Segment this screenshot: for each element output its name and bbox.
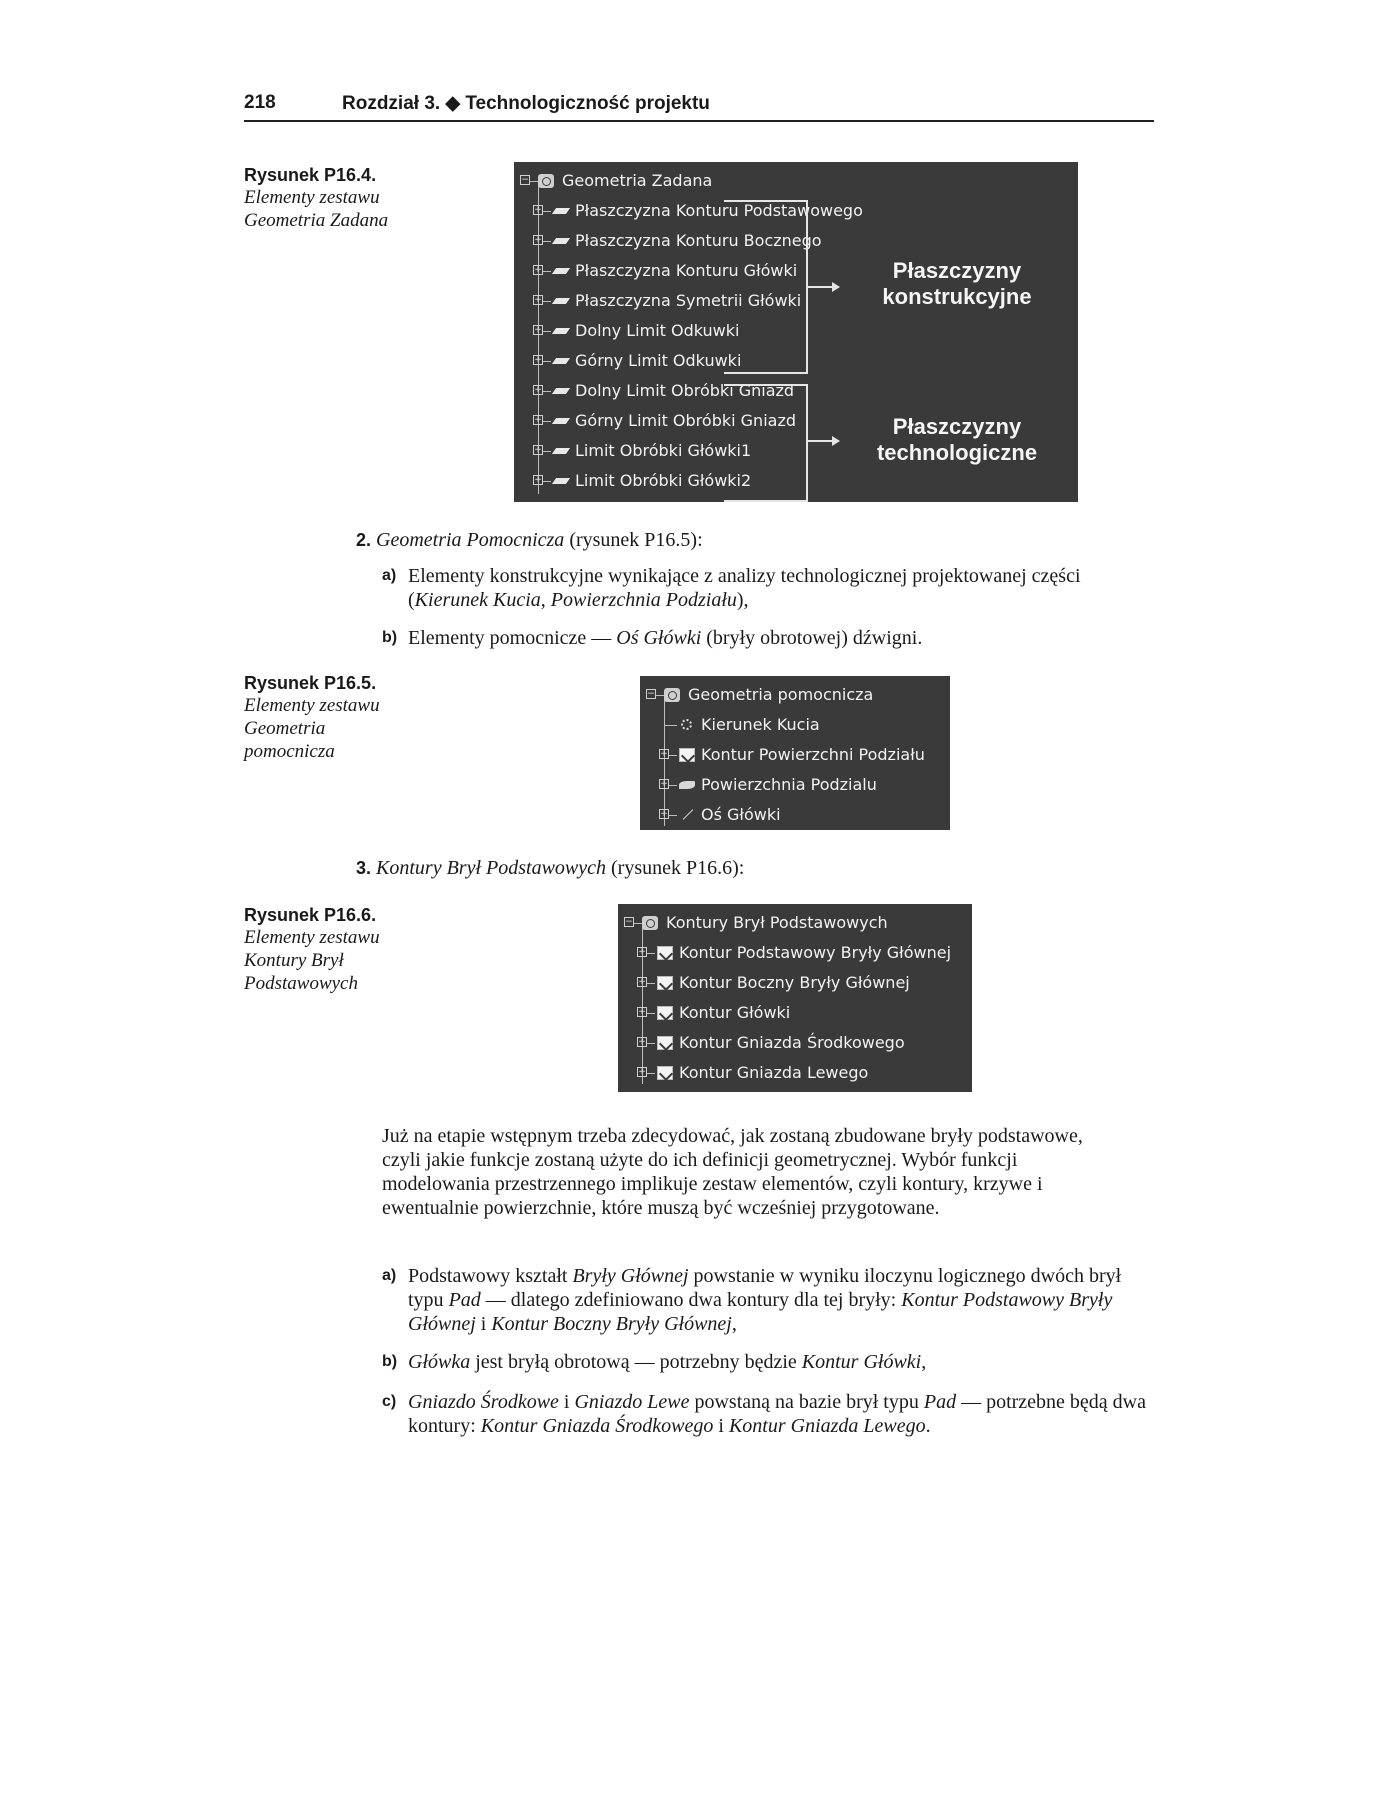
tree-item-label: Kontur Boczny Bryły Głównej bbox=[679, 973, 910, 992]
annotation-constructional-planes: Płaszczyzny konstrukcyjne bbox=[882, 258, 1032, 309]
annotation-technological-planes: Płaszczyzny technologiczne bbox=[876, 414, 1038, 465]
expand-icon[interactable]: + bbox=[534, 325, 542, 335]
tree-panel-geometria-pomocnicza bbox=[640, 676, 950, 830]
plane-icon bbox=[553, 234, 569, 248]
tree-item-label: Limit Obróbki Główki1 bbox=[575, 441, 752, 460]
geometric-set-icon bbox=[538, 174, 554, 188]
tree-item-label: Dolny Limit Odkuwki bbox=[575, 321, 740, 340]
tree-item-label: Płaszczyzna Symetrii Główki bbox=[575, 291, 802, 310]
bracket-technological bbox=[724, 384, 808, 502]
plane-icon bbox=[553, 294, 569, 308]
tree-item-label: Górny Limit Odkuwki bbox=[575, 351, 742, 370]
expand-icon[interactable]: + bbox=[638, 1067, 646, 1077]
tree-root-label: Geometria pomocnicza bbox=[688, 685, 874, 704]
arrow-technological bbox=[806, 440, 838, 442]
geometric-set-icon bbox=[642, 916, 658, 930]
expand-icon[interactable]: + bbox=[638, 1007, 646, 1017]
plane-icon bbox=[553, 264, 569, 278]
sketch-icon bbox=[679, 748, 695, 762]
tree-panel-geometria-zadana bbox=[514, 162, 1078, 502]
expand-icon[interactable]: + bbox=[534, 385, 542, 395]
expand-icon[interactable]: + bbox=[534, 205, 542, 215]
figure-caption-text: Elementy zestawu Geometria Zadana bbox=[244, 187, 389, 231]
figure-number: Rysunek P16.5. bbox=[244, 673, 377, 693]
chapter-title: Rozdział 3. ◆ Technologiczność projektu bbox=[342, 93, 710, 114]
expand-icon[interactable]: + bbox=[534, 475, 542, 485]
sketch-icon bbox=[657, 1036, 673, 1050]
section-3-heading: 3. Kontury Brył Podstawowych (rysunek P16.6): bbox=[356, 857, 745, 879]
direction-icon bbox=[679, 718, 695, 732]
list-item-c: c) Gniazdo Środkowe i Gniazdo Lewe powstaną na bazie brył typu Pad — potrzebne będą dwa kontury: Kontur Gniazda Środkowego i Kontur Gniazda Lewego. bbox=[382, 1391, 1146, 1437]
plane-icon bbox=[553, 354, 569, 368]
list-item-2a: a) Elementy konstrukcyjne wynikające z analizy technologicznej projektowanej części (Kierunek Kucia, Powierzchnia Podziału), bbox=[382, 565, 1081, 611]
tree-item-label: Oś Główki bbox=[701, 805, 781, 824]
list-item-b: b) Główka jest bryłą obrotową — potrzebny będzie Kontur Główki, bbox=[382, 1351, 927, 1373]
expand-icon[interactable]: + bbox=[534, 235, 542, 245]
tree-item-label: Kierunek Kucia bbox=[701, 715, 820, 734]
tree-item-label: Limit Obróbki Główki2 bbox=[575, 471, 752, 490]
plane-icon bbox=[553, 474, 569, 488]
sketch-icon bbox=[657, 976, 673, 990]
tree-item-label: Kontur Gniazda Środkowego bbox=[679, 1033, 905, 1052]
tree-item-label: Płaszczyzna Konturu Bocznego bbox=[575, 231, 822, 250]
surface-icon bbox=[679, 778, 695, 792]
expand-icon[interactable]: + bbox=[660, 749, 668, 759]
figure-caption-p16-6 bbox=[244, 904, 414, 995]
arrow-constructional bbox=[806, 286, 838, 288]
expand-icon[interactable]: + bbox=[534, 415, 542, 425]
tree-item-label: Kontur Podstawowy Bryły Głównej bbox=[679, 943, 952, 962]
sketch-icon bbox=[657, 946, 673, 960]
tree-item-label: Kontur Główki bbox=[679, 1003, 791, 1022]
expand-icon[interactable]: + bbox=[534, 355, 542, 365]
tree-item-label: Górny Limit Obróbki Gniazd bbox=[575, 411, 796, 430]
body-paragraph: Już na etapie wstępnym trzeba zdecydować, jak zostaną zbudowane bryły podstawowe, czyli jakie funkcje zostaną użyte do ich definicji geometrycznej. Wybór funkcji modelowania przestrzennego implikuje zestaw elementów, czyli kontury, krzywe i ewentualnie powierzchnie, które muszą być wcześniej przygotowane. bbox=[382, 1125, 1083, 1219]
tree-item-label: Dolny Limit Obróbki Gniazd bbox=[575, 381, 795, 400]
tree-item-label: Płaszczyzna Konturu Podstawowego bbox=[575, 201, 863, 220]
plane-icon bbox=[553, 414, 569, 428]
list-item-2b: b) Elementy pomocnicze — Oś Główki (bryły obrotowej) dźwigni. bbox=[382, 627, 923, 649]
plane-icon bbox=[553, 324, 569, 338]
plane-icon bbox=[553, 204, 569, 218]
sketch-icon bbox=[657, 1066, 673, 1080]
expand-icon[interactable]: + bbox=[534, 445, 542, 455]
expand-icon[interactable]: + bbox=[638, 947, 646, 957]
expand-icon[interactable]: + bbox=[534, 265, 542, 275]
tree-item-label: Powierzchnia Podzialu bbox=[701, 775, 877, 794]
figure-caption-p16-5 bbox=[244, 672, 414, 763]
geometric-set-icon bbox=[664, 688, 680, 702]
section-2-heading: 2. Geometria Pomocnicza (rysunek P16.5): bbox=[356, 529, 703, 551]
running-header bbox=[244, 92, 1154, 122]
expand-icon[interactable]: + bbox=[660, 779, 668, 789]
tree-item-label: Kontur Powierzchni Podziału bbox=[701, 745, 925, 764]
tree-item-label: Płaszczyzna Konturu Główki bbox=[575, 261, 798, 280]
tree-root-label: Geometria Zadana bbox=[562, 171, 713, 190]
plane-icon bbox=[553, 384, 569, 398]
figure-number: Rysunek P16.6. bbox=[244, 905, 377, 925]
sketch-icon bbox=[657, 1006, 673, 1020]
tree-item-label: Kontur Gniazda Lewego bbox=[679, 1063, 869, 1082]
expand-icon[interactable]: + bbox=[638, 1037, 646, 1047]
expand-icon[interactable]: + bbox=[660, 809, 668, 819]
tree-panel-kontury-bryl bbox=[618, 904, 972, 1092]
figure-caption-text: Elementy zestawu Geometria pomocnicza bbox=[244, 695, 380, 762]
collapse-icon[interactable]: − bbox=[625, 917, 633, 927]
figure-caption-text: Elementy zestawu Kontury Brył Podstawowych bbox=[244, 927, 380, 994]
expand-icon[interactable]: + bbox=[638, 977, 646, 987]
list-item-a: a) Podstawowy kształt Bryły Głównej powstanie w wyniku iloczynu logicznego dwóch brył typu Pad — dlatego zdefiniowano dwa kontury dla tej bryły: Kontur Podstawowy Bryły Głównej i Kontur Boczny Bryły Głównej, bbox=[382, 1265, 1122, 1335]
figure-caption-p16-4 bbox=[244, 164, 414, 232]
collapse-icon[interactable]: − bbox=[647, 689, 655, 699]
plane-icon bbox=[553, 444, 569, 458]
collapse-icon[interactable]: − bbox=[521, 175, 529, 185]
figure-number: Rysunek P16.4. bbox=[244, 165, 377, 185]
page-number: 218 bbox=[244, 92, 276, 113]
bracket-constructional bbox=[724, 200, 808, 374]
expand-icon[interactable]: + bbox=[534, 295, 542, 305]
tree-root-label: Kontury Brył Podstawowych bbox=[666, 913, 888, 932]
axis-line-icon bbox=[679, 808, 695, 822]
